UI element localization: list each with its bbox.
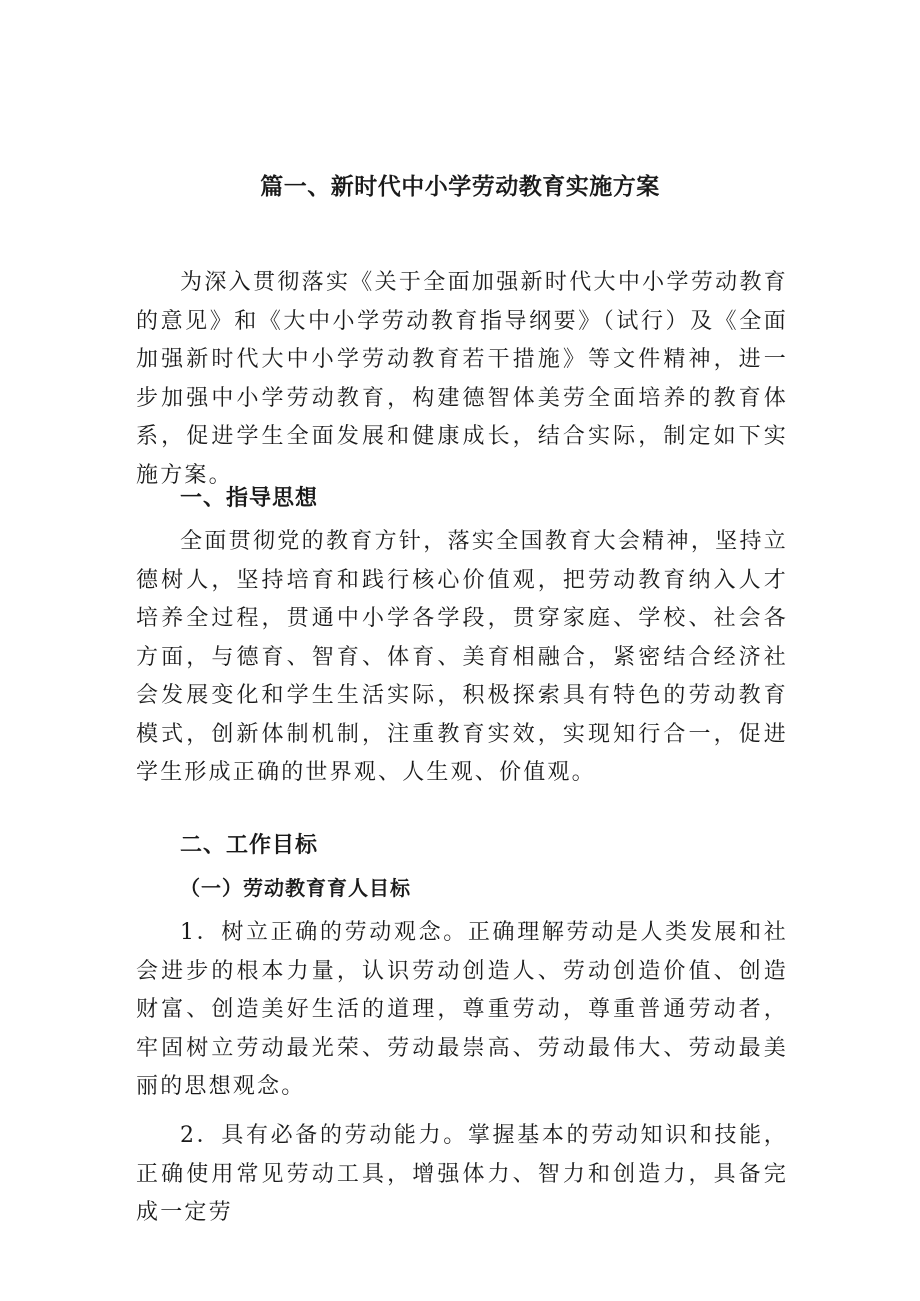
document-title: 篇一、新时代中小学劳动教育实施方案 (260, 174, 660, 200)
section-heading-guiding-ideology: 一、指导思想 (180, 486, 319, 511)
goal-item-2-paragraph: 2．具有必备的劳动能力。掌握基本的劳动知识和技能，正确使用常见劳动工具，增强体力、智力和创造力，具备完成一定劳 (136, 1123, 788, 1225)
guiding-ideology-paragraph: 全面贯彻党的教育方针，落实全国教育大会精神，坚持立德树人，坚持培育和践行核心价值观，把劳动教育纳入人才培养全过程，贯通中小学各学段，贯穿家庭、学校、社会各方面，与德育、智育、体育、美育相融合，紧密结合经济社会发展变化和学生生活实际，积极探索具有特色的劳动教育模式，创新体制机制，注重教育实效，实现知行合一，促进学生形成正确的世界观、人生观、价值观。 (136, 529, 788, 785)
intro-paragraph: 为深入贯彻落实《关于全面加强新时代大中小学劳动教育的意见》和《大中小学劳动教育指导纲要》（试行）及《全面加强新时代大中小学劳动教育若干措施》等文件精神，进一步加强中小学劳动教育，构建德智体美劳全面培养的教育体系，促进学生全面发展和健康成长，结合实际，制定如下实施方案。 (136, 270, 788, 488)
section-heading-work-goals: 二、工作目标 (180, 833, 319, 858)
subheading-education-goals: （一）劳动教育育人目标 (180, 876, 411, 900)
goal-item-1-paragraph: 1．树立正确的劳动观念。正确理解劳动是人类发展和社会进步的根本力量，认识劳动创造人、劳动创造价值、创造财富、创造美好生活的道理，尊重劳动，尊重普通劳动者，牢固树立劳动最光荣、劳动最崇高、劳动最伟大、劳动最美丽的思想观念。 (136, 920, 788, 1099)
